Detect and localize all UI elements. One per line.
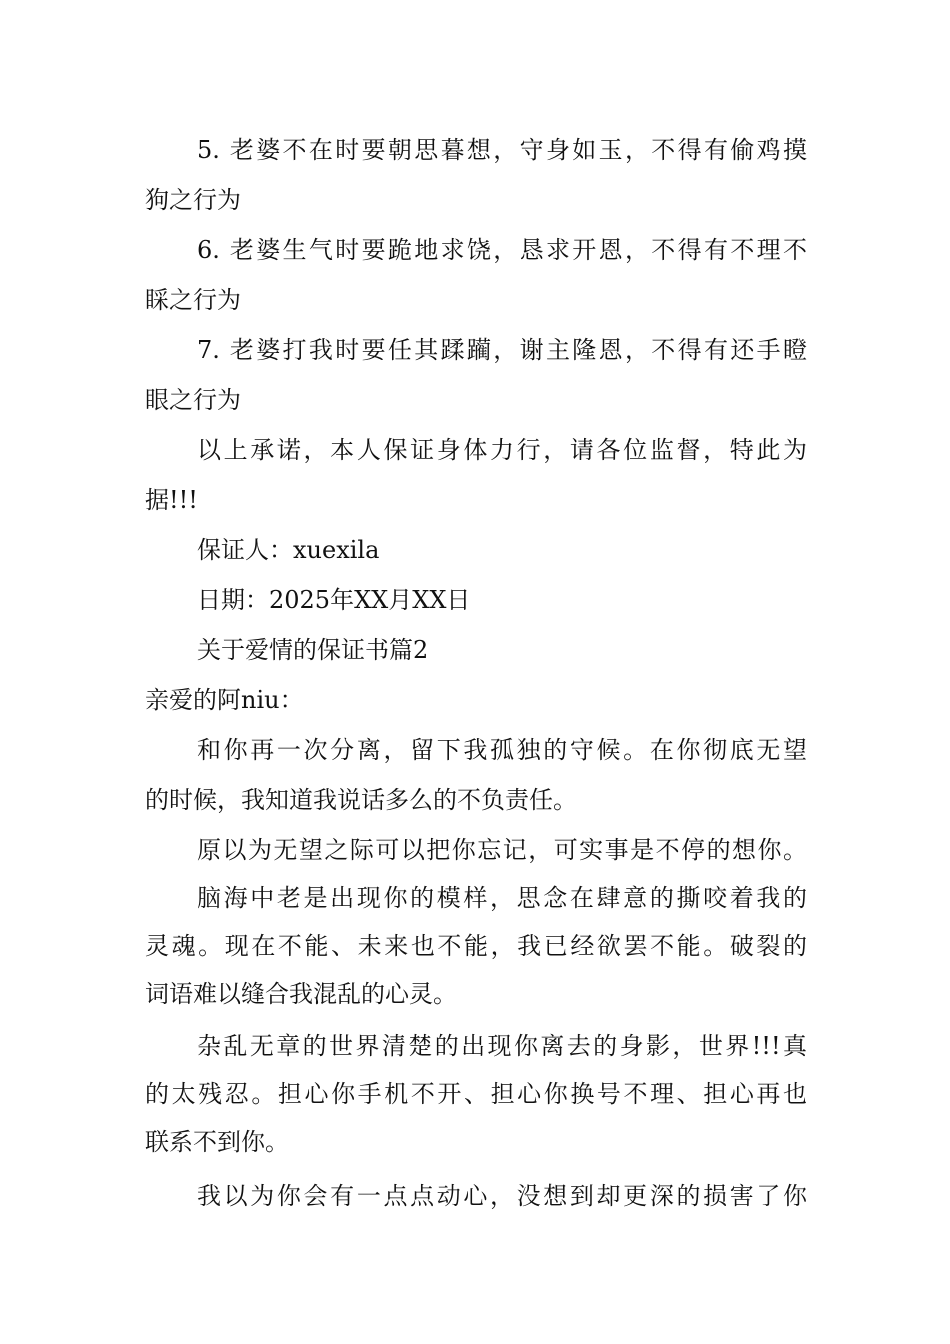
text-line: 的太残忍。担心你手机不开、担心你换号不理、担心再也 [145, 1080, 807, 1108]
text-line: 词语难以缝合我混乱的心灵。 [145, 980, 457, 1008]
text-line: 眼之行为 [145, 386, 241, 414]
text-line: 5. 老婆不在时要朝思暮想，守身如玉，不得有偷鸡摸 [197, 136, 807, 164]
text-line: 脑海中老是出现你的模样，思念在肆意的撕咬着我的 [197, 884, 807, 912]
text-line: 7. 老婆打我时要任其蹂躏，谢主隆恩，不得有还手瞪 [197, 336, 807, 364]
text-line: 杂乱无章的世界清楚的出现你离去的身影，世界!!!真 [197, 1032, 807, 1060]
text-line: 以上承诺，本人保证身体力行，请各位监督，特此为 [197, 436, 807, 464]
salutation: 亲爱的阿niu： [145, 686, 304, 714]
text-line: 睬之行为 [145, 286, 241, 314]
text-line: 我以为你会有一点点动心，没想到却更深的损害了你 [197, 1182, 807, 1210]
text-line: 狗之行为 [145, 186, 241, 214]
guarantor-line: 保证人：xuexila [197, 536, 380, 564]
text-line: 据!!! [145, 486, 198, 514]
text-line: 和你再一次分离，留下我孤独的守候。在你彻底无望 [197, 736, 807, 764]
text-line: 原以为无望之际可以把你忘记，可实事是不停的想你。 [197, 836, 807, 864]
date-line: 日期：2025年XX月XX日 [197, 586, 471, 614]
text-line: 灵魂。现在不能、未来也不能，我已经欲罢不能。破裂的 [145, 932, 807, 960]
text-line: 6. 老婆生气时要跪地求饶，恳求开恩，不得有不理不 [197, 236, 807, 264]
text-line: 的时候，我知道我说话多么的不负责任。 [145, 786, 577, 814]
text-line: 联系不到你。 [145, 1128, 289, 1156]
section-heading: 关于爱情的保证书篇2 [197, 636, 429, 664]
